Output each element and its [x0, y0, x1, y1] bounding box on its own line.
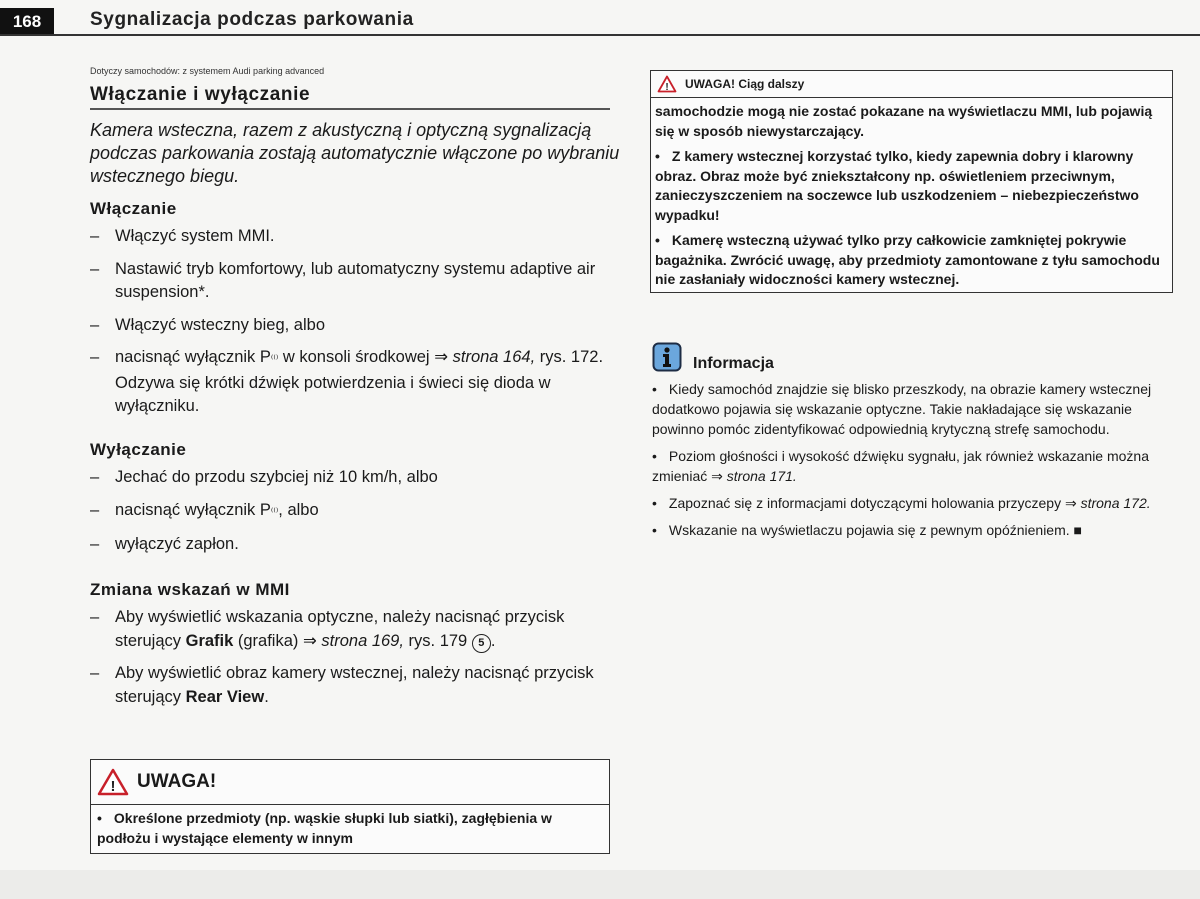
page-reference: strona 172.	[1080, 495, 1151, 511]
warning-bullet: • Z kamery wstecznej korzystać tylko, kiedy zapewnia dobry i klarowny obraz. Obraz może być zniekształcony np. oświetleniem przeciwnym, zanieczyszczeniem na soczewce lub uszkodzeniem – niebezpieczeństwo wypadku!	[655, 147, 1166, 225]
page-footer-strip	[0, 870, 1200, 899]
subsection-heading: Wyłączanie	[90, 440, 187, 459]
info-bullet	[652, 520, 1174, 540]
info-icon	[652, 342, 682, 377]
text-segment: rys. 179	[403, 631, 472, 650]
text-segment: rys. 172. Odzywa się krótki dźwięk potwierdzenia i świeci się dioda w wyłączniku.	[115, 348, 604, 415]
page-reference: strona 169,	[321, 631, 404, 650]
text-segment: .	[264, 687, 269, 706]
text-segment: Włączyć system MMI.	[115, 227, 275, 245]
warning-triangle-icon	[657, 75, 677, 93]
text-segment: Kiedy samochód znajdzie się blisko przeszkody, na obrazie kamery wstecznej dodatkowo pojawia się wskazanie optyczne. Takie nakładające się wskazanie powinno pomóc zidentyfikować odpowiednią krytyczną strefę samochodu.	[652, 381, 1152, 437]
warning-continued-title: UWAGA! Ciąg dalszy	[685, 77, 805, 91]
warning-continued-body	[651, 98, 1172, 292]
text-segment: Zapoznać się z informacjami dotyczącymi holowania przyczepy ⇒	[668, 495, 1081, 511]
parking-symbol-icon: ⁽⁽⁾	[270, 506, 279, 518]
text-segment: Włączyć wsteczny bieg, albo	[115, 315, 325, 334]
text-segment: ■	[1073, 522, 1083, 538]
text-segment: nacisnąć wyłącznik P	[115, 500, 271, 519]
text-segment: (grafika) ⇒	[233, 631, 322, 650]
page-reference: strona 171.	[726, 468, 797, 484]
text-segment: Wskazanie na wyświetlaczu pojawia się z pewnym opóźnieniem.	[668, 522, 1074, 538]
heading-rule	[90, 108, 610, 110]
section-heading: Włączanie i wyłączanie	[90, 84, 311, 105]
warning-continuation-text: samochodzie mogą nie zostać pokazane na wyświetlaczu MMI, lub pojawią się w sposób niewystarczający.	[655, 103, 1153, 139]
warning-header	[91, 760, 609, 805]
list-item	[90, 606, 615, 653]
header-rule	[0, 34, 1200, 36]
text-segment: nacisnąć wyłącznik P	[115, 348, 271, 366]
list-item	[90, 258, 615, 305]
section-wlaczanie	[90, 199, 615, 419]
list-item	[90, 314, 615, 338]
list-item	[90, 662, 615, 709]
list-item	[90, 466, 615, 490]
svg-text:!: !	[665, 82, 669, 93]
warning-bullet: • Kamerę wsteczną używać tylko przy całkowicie zamkniętej pokrywie bagażnika. Zwrócić uwagę, aby przedmioty zamontowane z tyłu samochodu nie zasłaniały widoczności kamery wstecznej.	[655, 231, 1166, 290]
text-segment: Aby wyświetlić wskazania optyczne, należy nacisnąć przycisk sterujący	[115, 608, 565, 650]
text-segment: ⇒	[434, 348, 453, 366]
chapter-title: Sygnalizacja podczas parkowania	[90, 9, 414, 30]
warning-continued-box	[650, 70, 1173, 293]
list-item	[90, 225, 615, 249]
text-segment: Jechać do przodu szybciej niż 10 km/h, albo	[115, 468, 438, 486]
list-item	[90, 533, 615, 557]
info-title: Informacja	[693, 355, 774, 372]
warning-title: UWAGA!	[137, 771, 217, 792]
subsection-heading: Zmiana wskazań w MMI	[90, 580, 290, 599]
control-name: Grafik	[185, 631, 234, 650]
page-number: 168	[0, 8, 54, 35]
text-segment: , albo	[278, 500, 319, 519]
list-item	[90, 346, 615, 419]
section-zmiana-wskazan	[90, 580, 615, 709]
info-list	[652, 379, 1174, 547]
text-segment: .	[490, 631, 496, 650]
info-bullet	[652, 446, 1174, 486]
control-name: Rear View	[185, 687, 265, 706]
text-segment: Poziom głośności i wysokość dźwięku sygnału, jak również wskazanie można zmieniać ⇒	[652, 448, 1150, 484]
callout-number: 5	[472, 634, 491, 653]
warning-text: • Określone przedmioty (np. wąskie słupki lub siatki), zagłębienia w podłożu i wystające elementy w innym	[91, 805, 609, 850]
info-bullet	[652, 379, 1174, 439]
subsection-heading: Włączanie	[90, 199, 177, 218]
warning-box	[90, 759, 610, 854]
info-bullet	[652, 493, 1174, 513]
svg-text:!: !	[110, 778, 116, 795]
text-segment: Nastawić tryb komfortowy, lub automatyczny systemu adaptive air suspension*.	[115, 259, 596, 301]
text-segment: w konsoli środkowej	[278, 348, 435, 366]
text-segment: wyłączyć zapłon.	[115, 535, 239, 553]
text-segment: Aby wyświetlić obraz kamery wstecznej, należy nacisnąć przycisk sterujący	[115, 664, 594, 706]
section-wylaczanie	[90, 440, 615, 557]
parking-symbol-icon: ⁽⁽⁾	[270, 354, 279, 365]
page-reference: strona 164,	[452, 348, 536, 366]
intro-paragraph: Kamera wsteczna, razem z akustyczną i optyczną sygnalizacją podczas parkowania zostają automatycznie włączone po wybraniu wstecznego biegu.	[90, 120, 620, 186]
warning-continued-header	[651, 71, 1172, 98]
applies-to-note: Dotyczy samochodów: z systemem Audi parking advanced	[90, 66, 325, 76]
list-item	[90, 499, 615, 525]
warning-triangle-icon	[97, 768, 129, 796]
